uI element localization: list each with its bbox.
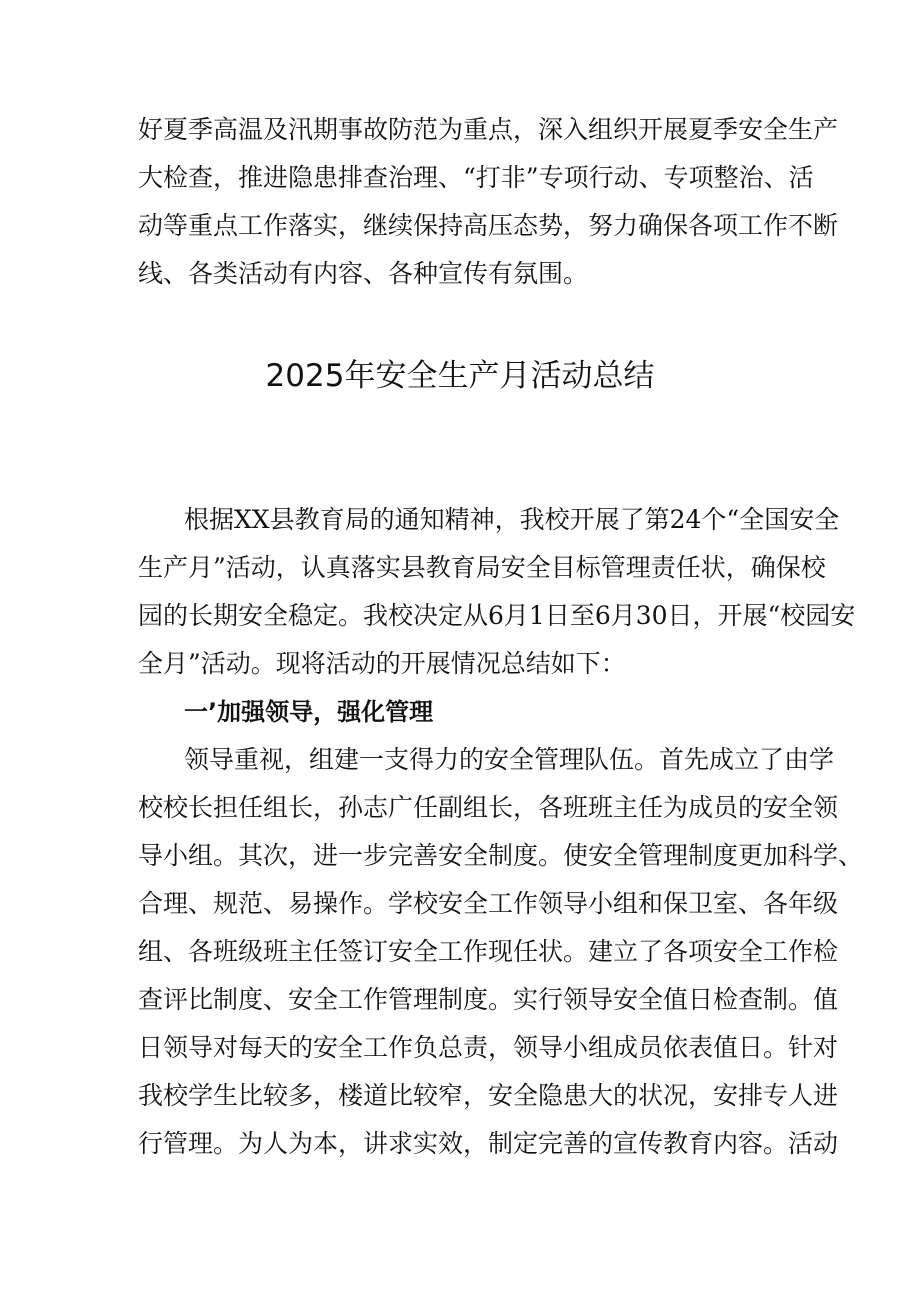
- paragraph-line: 生产月”活动，认真落实县教育局安全目标管理责任状，确保校: [138, 553, 826, 582]
- paragraph-line: 好夏季高温及汛期事故防范为重点，深入组织开展夏季安全生产: [138, 115, 839, 144]
- paragraph-line: 动等重点工作落实，继续保持高压态势，努力确保各项工作不断: [138, 211, 839, 240]
- paragraph-line: 查评比制度、安全工作管理制度。实行领导安全值日检查制。值: [138, 985, 839, 1014]
- paragraph-line: 线、各类活动有内容、各种宣传有氛围。: [138, 259, 589, 288]
- paragraph-line: 我校学生比较多，楼道比较窄，安全隐患大的状况，安排专人进: [138, 1081, 839, 1110]
- paragraph-line: 领导重视，组建一支得力的安全管理队伍。首先成立了由学: [184, 745, 835, 774]
- paragraph-line: 根据XX县教育局的通知精神，我校开展了第24个“全国安全: [184, 505, 840, 534]
- section-heading-block: [138, 688, 786, 736]
- page-title: 2025年安全生产月活动总结: [265, 358, 655, 394]
- section-paragraph: [138, 736, 864, 1168]
- paragraph-line: 大检查，推进隐患排查治理、“打非”专项行动、专项整治、活: [138, 163, 814, 192]
- top-paragraph: [138, 106, 839, 298]
- paragraph-line: 组、各班级班主任签订安全工作现任状。建立了各项安全工作检: [138, 937, 839, 966]
- paragraph-line: 导小组。其次，进一步完善安全制度。使安全管理制度更加科学、: [138, 841, 864, 870]
- paragraph-line: 校校长担任组长，孙志广任副组长，各班班主任为成员的安全领: [138, 793, 839, 822]
- paragraph-line: 日领导对每天的安全工作负总责，领导小组成员依表值日。针对: [138, 1033, 839, 1062]
- paragraph-line: 合理、规范、易操作。学校安全工作领导小组和保卫室、各年级: [138, 889, 839, 918]
- intro-paragraph: [138, 496, 856, 688]
- section-heading: 一’加强领导，强化管理: [184, 698, 434, 726]
- paragraph-line: 全月”活动。现将活动的开展情况总结如下：: [138, 649, 626, 678]
- paragraph-line: 园的长期安全稳定。我校决定从6月1日至6月30日，开展“校园安: [138, 601, 856, 630]
- paragraph-line: 行管理。为人为本，讲求实效，制定完善的宣传教育内容。活动: [138, 1129, 839, 1158]
